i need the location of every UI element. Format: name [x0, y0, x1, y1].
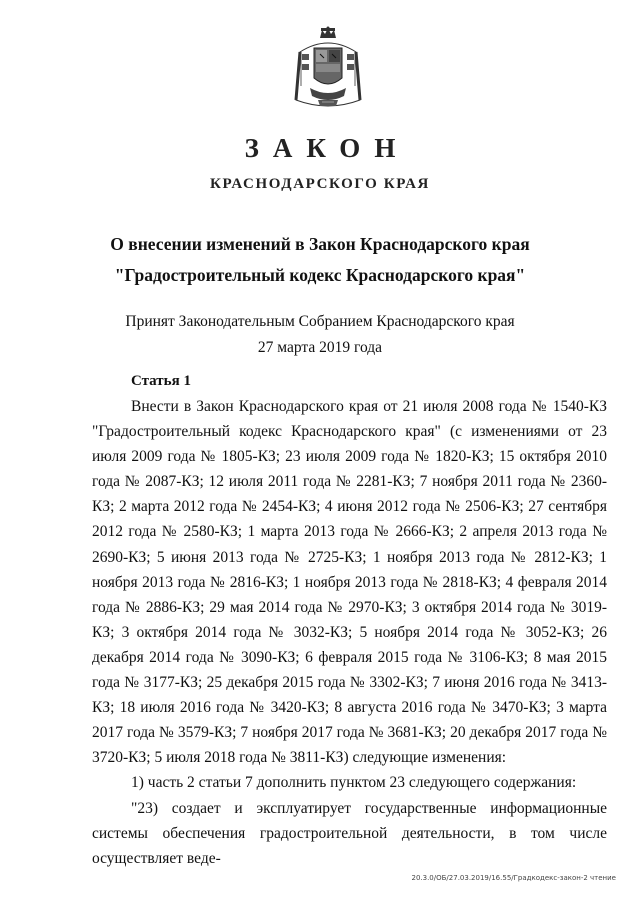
article-paragraph: "23) создает и эксплуатирует государственные информационные системы обеспечения градостроительной деятельности, в том числе осуществляет веде- [92, 799, 607, 867]
document-subtitle: КРАСНОДАРСКОГО КРАЯ [210, 176, 430, 192]
law-name-line-2: "Градостроительный кодекс Краснодарского края" [114, 265, 526, 285]
document-title: ЗАКОН [244, 133, 410, 163]
article-paragraph: Внести в Закон Краснодарского края от 21 июля 2008 года № 1540-КЗ "Градостроительный кодекс Краснодарского края" (с изменениями от 23 июля 2009 года № 1805-КЗ; 23 июля 2009 года № 1820-КЗ; 15 октября 2010 года № 2087-КЗ; 12 июля 2011 года № 2281-КЗ; 7 ноября 2011 года № 2360-КЗ; 2 марта 2012 года № 2454-КЗ; 4 июня 2012 года № 2506-КЗ; 27 сентября 2012 года № 2580-КЗ; 1 марта 2013 года № 2666-КЗ; 2 апреля 2013 года № 2690-КЗ; 5 июня 2013 года № 2725-КЗ; 1 ноября 2013 года № 2812-КЗ; 1 ноября 2013 года № 2816-КЗ; 1 ноября 2013 года № 2818-КЗ; 4 февраля 2014 года № 2886-КЗ; 29 мая 2014 года № 2970-КЗ; 3 октября 2014 года № 3019-КЗ; 3 октября 2014 года № 3032-КЗ; 5 ноября 2014 года № 3052-КЗ; 26 декабря 2014 года № 3090-КЗ; 6 февраля 2015 года № 3106-КЗ; 8 мая 2015 года № 3177-КЗ; 25 декабря 2015 года № 3302-КЗ; 7 июня 2016 года № 3413-КЗ; 18 июля 2016 года № 3420-КЗ; 8 августа 2016 года № 3470-КЗ; 3 марта 2017 года № 3579-КЗ; 7 ноября 2017 года № 3681-КЗ; 20 декабря 2017 года № 3720-КЗ; 5 июля 2018 года № 3811-КЗ) следующие изменения: [92, 398, 607, 767]
law-name-line-1: О внесении изменений в Закон Краснодарского края [110, 234, 530, 254]
article-body [92, 394, 607, 871]
krasnodar-coat-of-arms-icon [290, 26, 366, 116]
document-footer-code: 20.3.0/ОБ/27.03.2019/16.55/Градкодекс-закон-2 чтение [411, 874, 616, 882]
article-paragraph: 1) часть 2 статьи 7 дополнить пунктом 23 следующего содержания: [131, 774, 577, 792]
adoption-date: 27 марта 2019 года [257, 339, 383, 356]
adoption-line-1: Принят Законодательным Собранием Краснодарского края [125, 313, 515, 330]
article-heading: Статья 1 [131, 373, 191, 389]
